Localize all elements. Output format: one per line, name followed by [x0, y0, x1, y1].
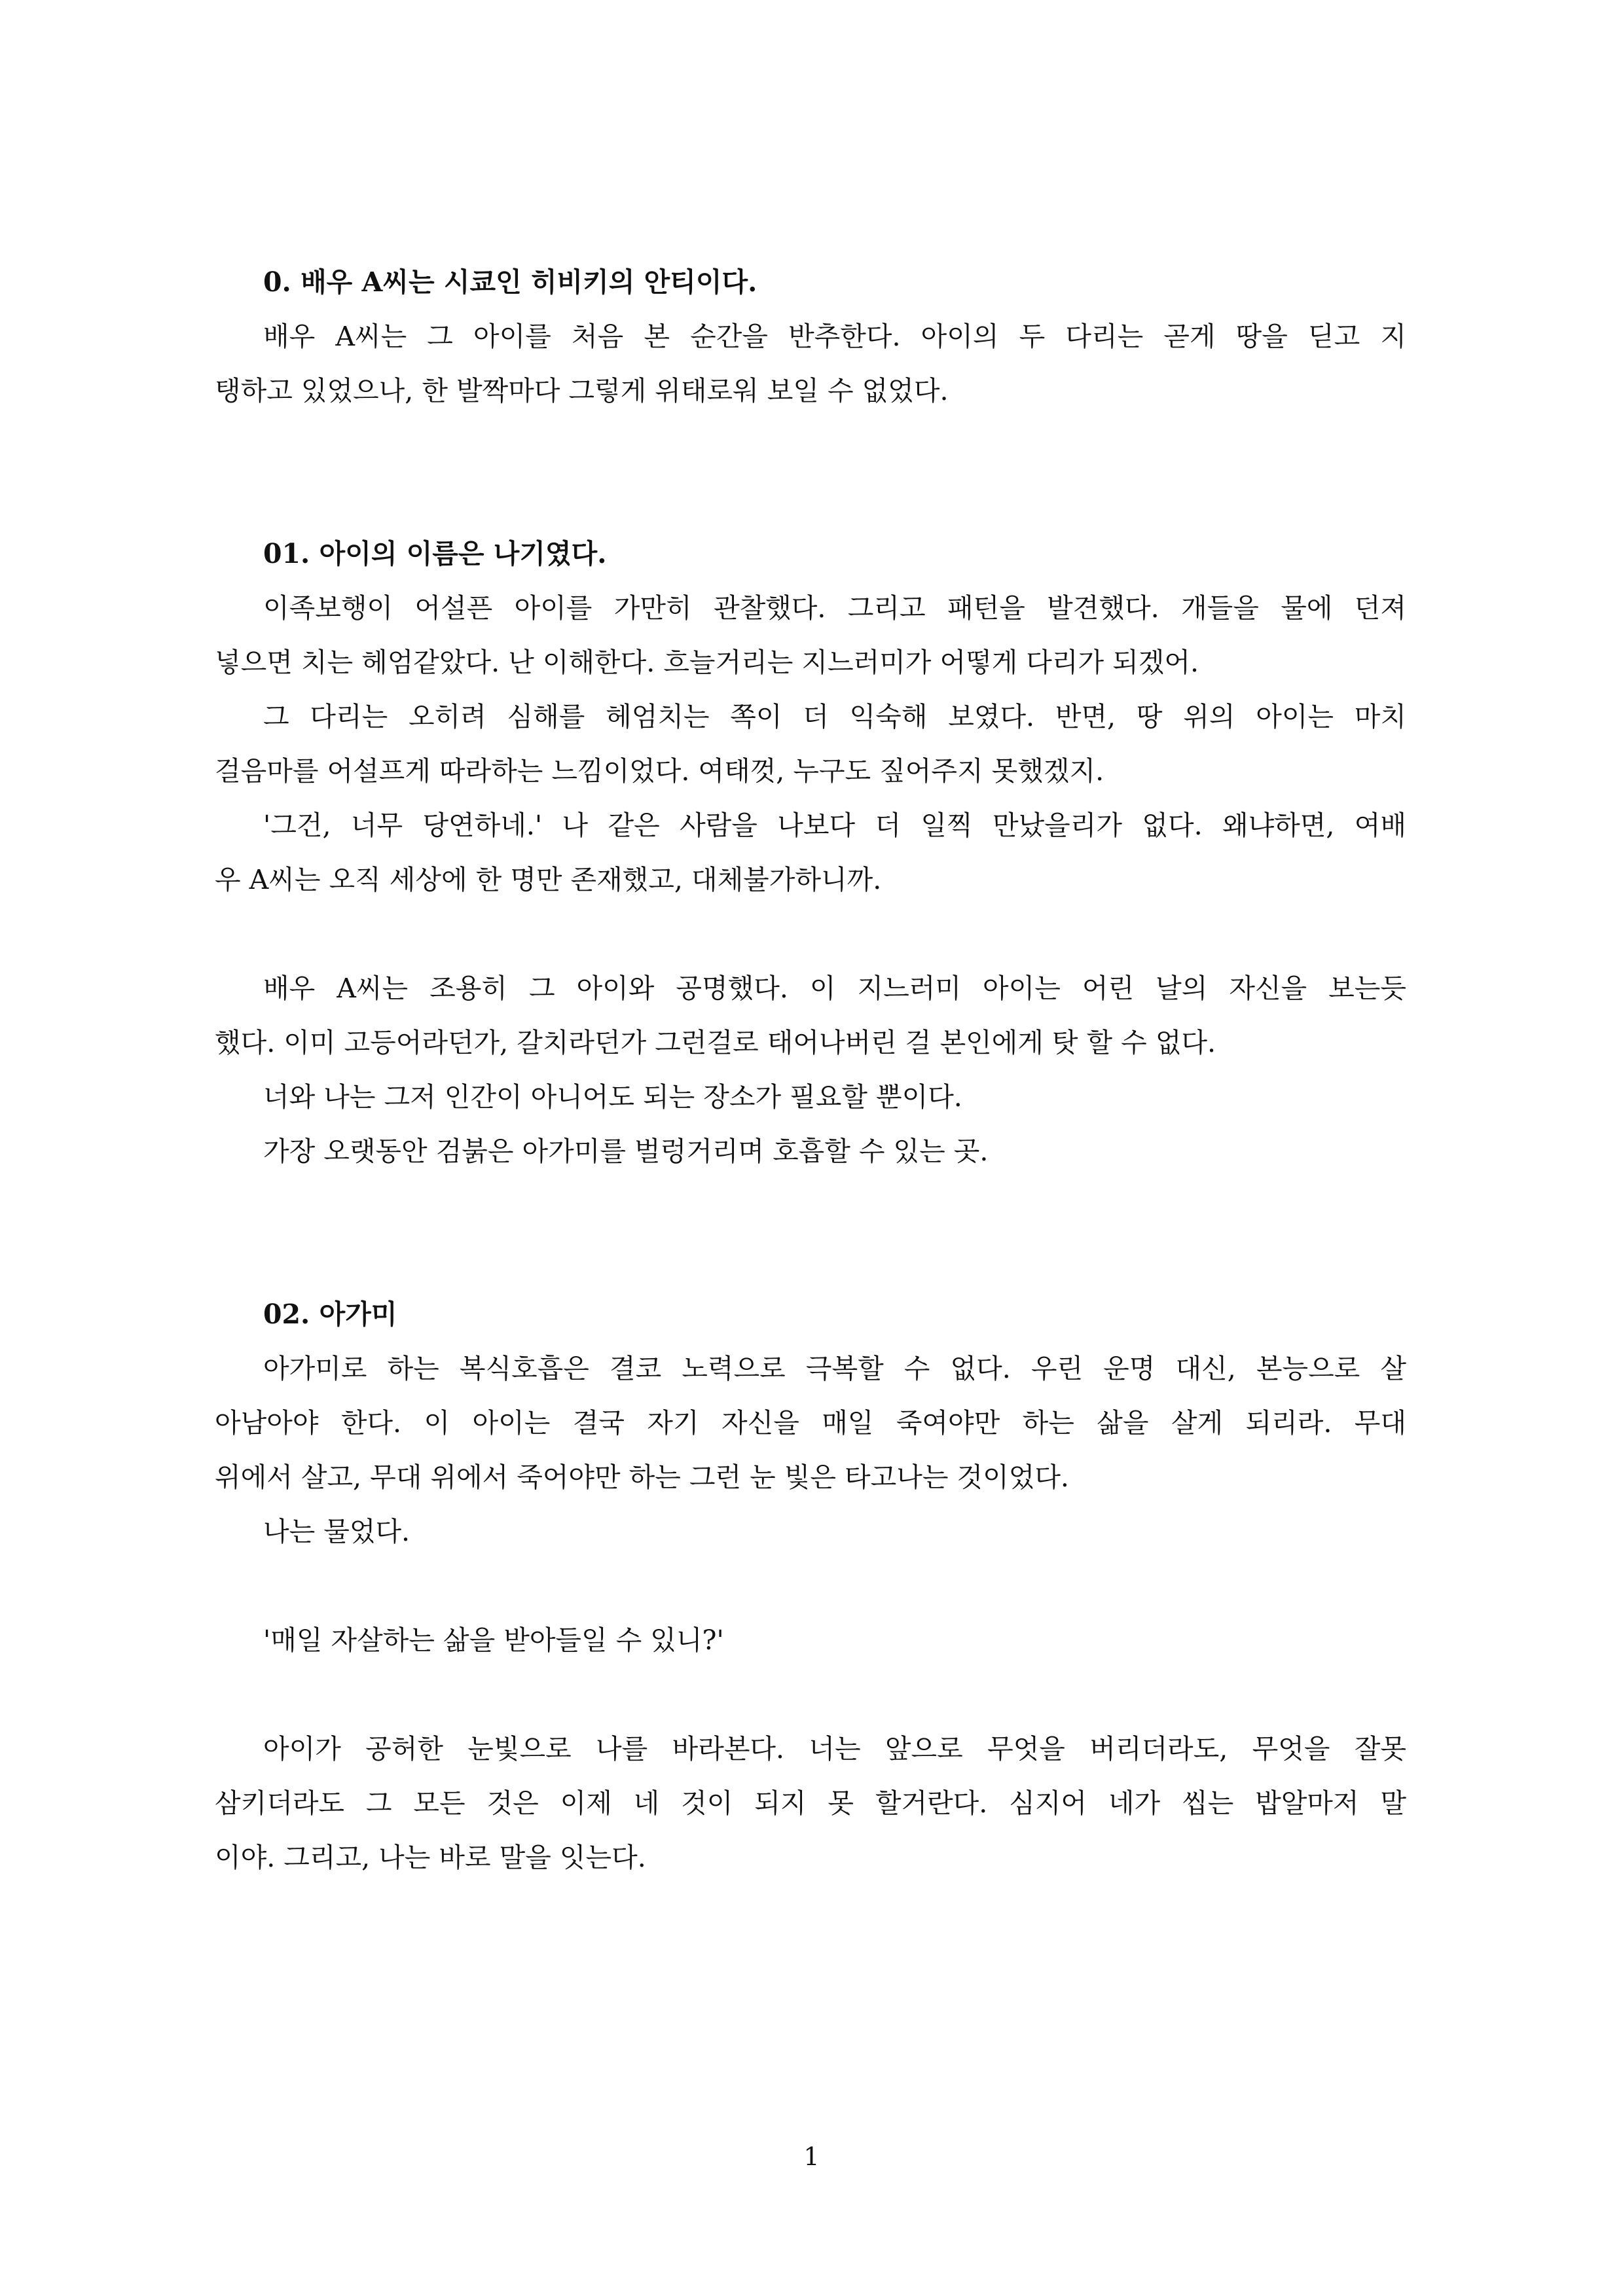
paragraph-line: 아남아야 한다. 이 아이는 결국 자기 자신을 매일 죽여야만 하는 삶을 살게 되리라. 무대 — [215, 1407, 1406, 1439]
paragraph-line: '그건, 너무 당연하네.' 나 같은 사람을 나보다 더 일찍 만났을리가 없다. 왜냐하면, 여배 — [263, 810, 1406, 841]
paragraph-line: 아이가 공허한 눈빛으로 나를 바라본다. 너는 앞으로 무엇을 버리더라도, 무엇을 잘못 — [263, 1733, 1406, 1765]
paragraph-line: 걸음마를 어설프게 따라하는 느낌이었다. 여태껏, 누구도 짚어주지 못했겠지. — [215, 755, 1104, 787]
paragraph-line: 나는 물었다. — [263, 1516, 410, 1547]
paragraph-line: 이야. 그리고, 나는 바로 말을 잇는다. — [215, 1842, 646, 1873]
paragraph-line: 배우 A씨는 조용히 그 아이와 공명했다. 이 지느러미 아이는 어린 날의 자신을 보는듯 — [263, 973, 1406, 1004]
paragraph-line: 배우 A씨는 그 아이를 처음 본 순간을 반추한다. 아이의 두 다리는 곧게 땅을 딛고 지 — [263, 321, 1406, 352]
paragraph-line: 했다. 이미 고등어라던가, 갈치라던가 그런걸로 태어나버린 걸 본인에게 탓 할 수 없다. — [215, 1027, 1216, 1058]
paragraph-line: 아가미로 하는 복식호흡은 결코 노력으로 극복할 수 없다. 우린 운명 대신, 본능으로 살 — [263, 1353, 1406, 1384]
paragraph-line: 우 A씨는 오직 세상에 한 명만 존재했고, 대체불가하니까. — [215, 864, 882, 895]
paragraph-spacer — [215, 1668, 1406, 1722]
paragraph-spacer — [215, 1559, 1406, 1613]
paragraph-line: 이족보행이 어설픈 아이를 가만히 관찰했다. 그리고 패턴을 발견했다. 개들을 물에 던져 — [263, 592, 1406, 624]
paragraph-line: 위에서 살고, 무대 위에서 죽어야만 하는 그런 눈 빛은 타고나는 것이었다. — [215, 1462, 1069, 1493]
paragraph-line: 그 다리는 오히려 심해를 헤엄치는 쪽이 더 익숙해 보였다. 반면, 땅 위의 아이는 마치 — [263, 701, 1406, 732]
paragraph-line: 넣으면 치는 헤엄같았다. 난 이해한다. 흐늘거리는 지느러미가 어떻게 다리가 되겠어. — [215, 647, 1199, 678]
section-heading-0: 0. 배우 A씨는 시쿄인 히비키의 안티이다. — [263, 266, 757, 298]
paragraph-spacer — [215, 907, 1406, 961]
paragraph-line: 가장 오랫동안 검붉은 아가미를 벌렁거리며 호흡할 수 있는 곳. — [263, 1136, 989, 1167]
section-spacer — [215, 418, 1406, 527]
section-heading-2: 02. 아가미 — [263, 1299, 397, 1330]
document-body — [215, 255, 1406, 1885]
section-spacer — [215, 1179, 1406, 1287]
paragraph-line: 삼키더라도 그 모든 것은 이제 네 것이 되지 못 할거란다. 심지어 네가 씹는 밥알마저 말 — [215, 1787, 1406, 1819]
section-heading-1: 01. 아이의 이름은 나기였다. — [263, 538, 607, 569]
dialogue-line: '매일 자살하는 삶을 받아들일 수 있니?' — [263, 1624, 724, 1656]
page-number: 1 — [803, 2142, 820, 2171]
paragraph-line: 너와 나는 그저 인간이 아니어도 되는 장소가 필요할 뿐이다. — [263, 1081, 962, 1113]
paragraph-line: 탱하고 있었으나, 한 발짝마다 그렇게 위태로워 보일 수 없었다. — [215, 375, 949, 406]
